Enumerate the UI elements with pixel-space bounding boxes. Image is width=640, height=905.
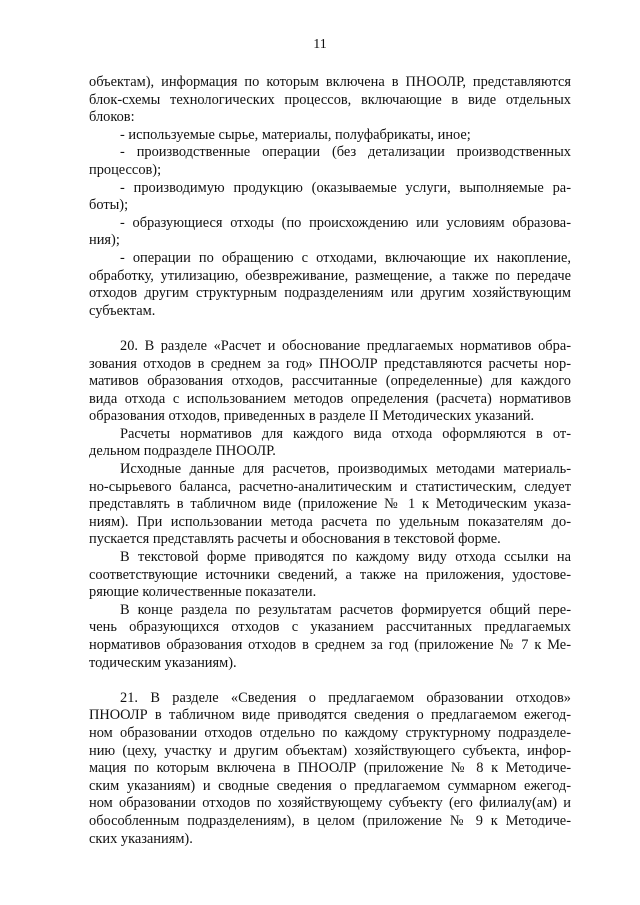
paragraph-intro	[89, 74, 571, 127]
text-line: объектам), информация по которым включена в ПНООЛР, представляются	[89, 74, 571, 90]
page-number: 11	[313, 37, 327, 52]
text-line: боты);	[89, 197, 129, 214]
text-line: Исходные данные для расчетов, производимых методами материаль-	[120, 461, 571, 478]
text-line: тодическим указаниям).	[89, 654, 237, 671]
paragraph-para-21	[89, 690, 571, 848]
text-line: зования отходов в среднем за год» ПНООЛР представляются расчеты нор-	[89, 355, 571, 372]
text-line: образования отходов, приведенных в разделе II Методических указаний.	[89, 408, 535, 425]
text-line: нию (цеху, участку и другим объектам) хозяйствующего субъекта, инфор-	[89, 742, 571, 759]
text-line: 20. В разделе «Расчет и обоснование предлагаемых нормативов обра-	[120, 337, 571, 354]
paragraph-bullet-3	[89, 180, 571, 215]
text-line: ния);	[89, 232, 120, 249]
text-line: дельном подразделе ПНООЛР.	[89, 443, 276, 460]
text-line: отходов другим структурным подразделениям или другим хозяйствующим	[89, 285, 571, 302]
text-line: обособленным подразделениям), в целом (приложение № 9 к Методиче-	[89, 812, 571, 829]
text-line: - производимую продукцию (оказываемые услуги, выполняемые ра-	[120, 179, 571, 196]
paragraph-bullet-2	[89, 144, 571, 179]
text-line: пускается представлять расчеты и обоснования в текстовой форме.	[89, 531, 501, 548]
text-line: ряющие количественные показатели.	[89, 584, 317, 601]
paragraph-bullet-1	[89, 127, 571, 145]
text-line: блок-схемы технологических процессов, включающие в виде отдельных	[89, 91, 571, 108]
text-line: ниям). При использовании метода расчета по удельным показателям до-	[89, 513, 571, 530]
paragraph-gap	[89, 672, 571, 690]
text-line: субъектам.	[89, 302, 156, 319]
text-line: ских указаниям).	[89, 830, 193, 847]
paragraph-para-20	[89, 338, 571, 426]
paragraph-para-20-d	[89, 549, 571, 602]
text-line: ским указаниям) и сводные сведения о предлагаемом суммарном ежегод-	[89, 777, 571, 794]
text-line: процессов);	[89, 161, 162, 178]
text-line: но-сырьевого баланса, расчетно-аналитическим и статистическим, следует	[89, 478, 571, 495]
paragraph-bullet-4	[89, 215, 571, 250]
text-line: блоков:	[89, 109, 135, 126]
text-line: представлять в табличном виде (приложение № 1 к Методическим указа-	[89, 496, 571, 513]
text-line: мативов образования отходов, рассчитанные (определенные) для каждого	[89, 373, 571, 390]
text-line: В конце раздела по результатам расчетов формируется общий пере-	[120, 601, 571, 618]
text-line: ПНООЛР в табличном виде приводятся сведения о предлагаемом ежегод-	[89, 707, 571, 724]
text-line: - операции по обращению с отходами, включающие их накопление,	[120, 249, 571, 266]
text-line: чень образующихся отходов с указанием рассчитанных предлагаемых	[89, 619, 571, 636]
paragraph-bullet-5	[89, 250, 571, 320]
text-line: обработку, утилизацию, обезвреживание, размещение, а также по передаче	[89, 267, 571, 284]
paragraph-para-20-b	[89, 426, 571, 461]
paragraph-para-20-c	[89, 461, 571, 549]
paragraph-para-20-e	[89, 602, 571, 672]
text-line: мация по которым включена в ПНООЛР (приложение № 8 к Методиче-	[89, 760, 571, 777]
text-line: вида отхода с использованием методов определения (расчета) нормативов	[89, 390, 571, 407]
text-line: - образующиеся отходы (по происхождению или условиям образова-	[120, 214, 571, 231]
text-line: - используемые сырье, материалы, полуфабрикаты, иное;	[120, 126, 471, 143]
text-line: Расчеты нормативов для каждого вида отхода оформляются в от-	[120, 425, 571, 442]
text-line: нормативов образования отходов в среднем за год (приложение № 7 к Ме-	[89, 637, 571, 653]
text-line: ном образовании отходов по хозяйствующему субъекту (его филиалу(ам) и	[89, 795, 571, 812]
text-line: В текстовой форме приводятся по каждому виду отхода ссылки на	[120, 549, 571, 566]
text-line: - производственные операции (без детализации производственных	[120, 144, 571, 161]
text-line: 21. В разделе «Сведения о предлагаемом образовании отходов»	[120, 689, 571, 706]
document-body	[89, 74, 571, 848]
text-line: соответствующие источники сведений, а также на приложения, удостове-	[89, 566, 571, 583]
paragraph-gap	[89, 320, 571, 338]
text-line: ном образовании отходов отдельно по каждому структурному подразделе-	[89, 724, 571, 741]
